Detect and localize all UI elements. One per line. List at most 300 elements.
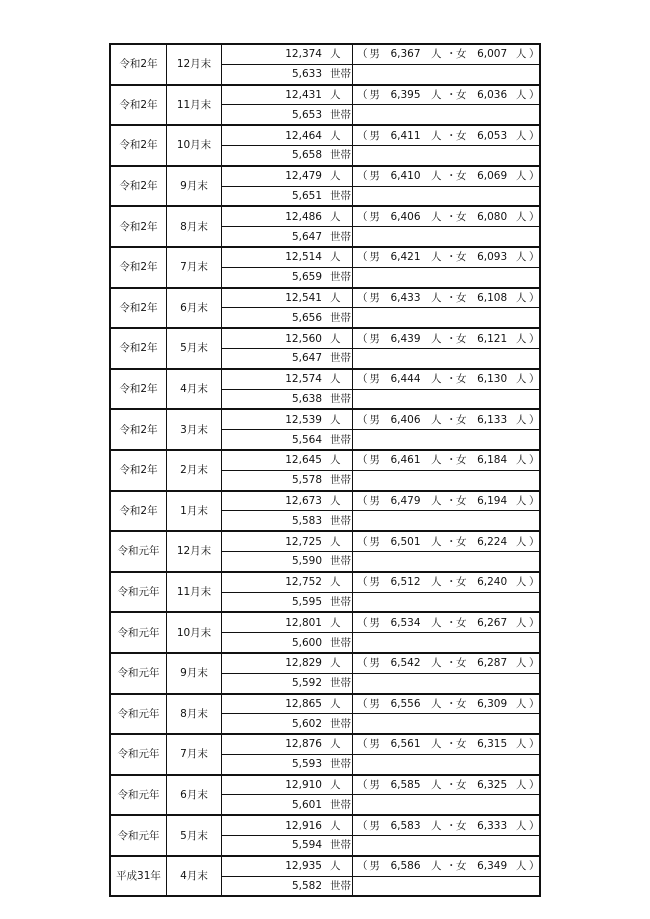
paren-open: （: [357, 576, 368, 589]
table-row-population: [110, 328, 540, 348]
separator-dot: ・: [445, 738, 457, 751]
household-unit-label: 世帯: [330, 555, 351, 568]
female-unit-label: 人: [515, 48, 527, 61]
population-total-cell: [222, 531, 353, 551]
separator-dot: ・: [445, 819, 457, 832]
population-total-value: 12,374: [285, 48, 322, 61]
gender-breakdown-cell: [353, 328, 541, 348]
empty-cell: [353, 551, 541, 571]
household-total-value: 5,651: [291, 189, 322, 202]
household-unit-label: 世帯: [330, 392, 351, 405]
separator-dot: ・: [445, 332, 457, 345]
female-count: 6,053: [477, 129, 508, 142]
female-count: 6,080: [477, 210, 508, 223]
household-unit-label: 世帯: [330, 108, 351, 121]
empty-cell: [353, 389, 541, 409]
female-label: 女: [455, 332, 467, 345]
household-total-cell: [222, 836, 353, 856]
gender-breakdown-cell: [353, 653, 541, 673]
paren-open: （: [357, 697, 368, 710]
female-count: 6,267: [477, 616, 508, 629]
household-total-cell: [222, 511, 353, 531]
male-count: 6,439: [390, 332, 421, 345]
population-total-value: 12,541: [285, 291, 322, 304]
household-unit-label: 世帯: [330, 230, 351, 243]
female-count: 6,315: [477, 738, 508, 751]
household-total-cell: [222, 754, 353, 774]
empty-cell: [353, 308, 541, 328]
female-label: 女: [455, 697, 467, 710]
male-label: 男: [369, 48, 380, 61]
male-label: 男: [369, 494, 380, 507]
population-total-value: 12,560: [285, 332, 322, 345]
female-unit-label: 人: [515, 454, 527, 467]
era-cell: 令和元年: [110, 694, 167, 735]
paren-open: （: [357, 657, 368, 670]
person-unit-label: 人: [330, 413, 341, 426]
household-unit-label: 世帯: [330, 189, 351, 202]
population-total-cell: [222, 247, 353, 267]
household-total-value: 5,578: [291, 474, 322, 487]
male-unit-label: 人: [430, 860, 442, 873]
household-total-cell: [222, 592, 353, 612]
household-total-value: 5,658: [291, 149, 322, 162]
gender-breakdown-cell: [353, 572, 541, 592]
male-unit-label: 人: [430, 494, 442, 507]
household-total-value: 5,594: [291, 839, 322, 852]
gender-breakdown-cell: [353, 815, 541, 835]
table-row-population: [110, 531, 540, 551]
era-cell: 令和2年: [110, 166, 167, 207]
person-unit-label: 人: [330, 251, 341, 264]
paren-open: （: [357, 291, 368, 304]
male-count: 6,395: [390, 88, 421, 101]
gender-breakdown-cell: [353, 856, 541, 876]
household-total-cell: [222, 714, 353, 734]
household-total-cell: [222, 876, 353, 896]
paren-open: （: [357, 494, 368, 507]
table-row-population: [110, 450, 540, 470]
male-label: 男: [369, 413, 380, 426]
gender-breakdown-cell: [353, 247, 541, 267]
gender-breakdown-cell: [353, 85, 541, 105]
person-unit-label: 人: [330, 291, 341, 304]
paren-close: ）: [529, 697, 540, 710]
separator-dot: ・: [445, 48, 457, 61]
era-cell: 令和2年: [110, 491, 167, 532]
separator-dot: ・: [445, 860, 457, 873]
table-row-population: [110, 734, 540, 754]
table-row-population: [110, 775, 540, 795]
male-unit-label: 人: [430, 291, 442, 304]
population-total-cell: [222, 85, 353, 105]
person-unit-label: 人: [330, 88, 341, 101]
paren-close: ）: [529, 413, 540, 426]
gender-breakdown-cell: [353, 531, 541, 551]
paren-open: （: [357, 779, 368, 792]
paren-close: ）: [529, 332, 540, 345]
female-label: 女: [455, 251, 467, 264]
table-row-population: [110, 572, 540, 592]
female-unit-label: 人: [515, 657, 527, 670]
population-total-value: 12,464: [285, 129, 322, 142]
female-count: 6,325: [477, 779, 508, 792]
month-cell: 7月末: [167, 247, 222, 288]
female-label: 女: [455, 616, 467, 629]
gender-breakdown-cell: [353, 166, 541, 186]
male-unit-label: 人: [430, 170, 442, 183]
empty-cell: [353, 470, 541, 490]
female-label: 女: [455, 129, 467, 142]
month-cell: 11月末: [167, 572, 222, 613]
male-label: 男: [369, 129, 380, 142]
paren-close: ）: [529, 819, 540, 832]
female-count: 6,108: [477, 291, 508, 304]
month-cell: 9月末: [167, 653, 222, 694]
household-total-value: 5,656: [291, 311, 322, 324]
male-label: 男: [369, 454, 380, 467]
male-unit-label: 人: [430, 413, 442, 426]
female-label: 女: [455, 48, 467, 61]
empty-cell: [353, 227, 541, 247]
household-total-cell: [222, 308, 353, 328]
female-label: 女: [455, 413, 467, 426]
female-label: 女: [455, 819, 467, 832]
population-total-value: 12,910: [285, 779, 322, 792]
household-total-cell: [222, 64, 353, 84]
male-unit-label: 人: [430, 779, 442, 792]
household-total-value: 5,564: [291, 433, 322, 446]
household-total-cell: [222, 551, 353, 571]
population-total-cell: [222, 328, 353, 348]
population-total-cell: [222, 409, 353, 429]
male-unit-label: 人: [430, 88, 442, 101]
paren-close: ）: [529, 454, 540, 467]
separator-dot: ・: [445, 779, 457, 792]
male-count: 6,479: [390, 494, 421, 507]
household-total-cell: [222, 186, 353, 206]
empty-cell: [353, 186, 541, 206]
household-total-value: 5,593: [291, 758, 322, 771]
female-label: 女: [455, 170, 467, 183]
male-label: 男: [369, 860, 380, 873]
person-unit-label: 人: [330, 129, 341, 142]
male-label: 男: [369, 170, 380, 183]
household-total-value: 5,600: [291, 636, 322, 649]
person-unit-label: 人: [330, 819, 341, 832]
era-cell: 令和元年: [110, 612, 167, 653]
male-unit-label: 人: [430, 616, 442, 629]
male-count: 6,583: [390, 819, 421, 832]
empty-cell: [353, 633, 541, 653]
female-unit-label: 人: [515, 616, 527, 629]
separator-dot: ・: [445, 657, 457, 670]
household-unit-label: 世帯: [330, 474, 351, 487]
paren-open: （: [357, 332, 368, 345]
female-label: 女: [455, 738, 467, 751]
household-total-value: 5,582: [291, 880, 322, 893]
month-cell: 5月末: [167, 815, 222, 856]
female-unit-label: 人: [515, 860, 527, 873]
population-total-cell: [222, 612, 353, 632]
month-cell: 6月末: [167, 775, 222, 816]
month-cell: 4月末: [167, 369, 222, 410]
population-total-cell: [222, 572, 353, 592]
paren-open: （: [357, 210, 368, 223]
era-cell: 令和元年: [110, 531, 167, 572]
household-total-value: 5,647: [291, 352, 322, 365]
male-unit-label: 人: [430, 819, 442, 832]
household-total-cell: [222, 227, 353, 247]
male-count: 6,556: [390, 697, 421, 710]
empty-cell: [353, 348, 541, 368]
month-cell: 9月末: [167, 166, 222, 207]
female-label: 女: [455, 535, 467, 548]
male-count: 6,444: [390, 373, 421, 386]
household-unit-label: 世帯: [330, 433, 351, 446]
gender-breakdown-cell: [353, 44, 541, 64]
era-cell: 令和元年: [110, 653, 167, 694]
population-total-cell: [222, 125, 353, 145]
population-total-cell: [222, 288, 353, 308]
male-label: 男: [369, 291, 380, 304]
month-cell: 8月末: [167, 206, 222, 247]
female-count: 6,349: [477, 860, 508, 873]
person-unit-label: 人: [330, 210, 341, 223]
person-unit-label: 人: [330, 494, 341, 507]
household-total-value: 5,590: [291, 555, 322, 568]
table-row-population: [110, 856, 540, 876]
female-unit-label: 人: [515, 413, 527, 426]
era-cell: 令和元年: [110, 734, 167, 775]
person-unit-label: 人: [330, 779, 341, 792]
month-cell: 10月末: [167, 125, 222, 166]
male-count: 6,585: [390, 779, 421, 792]
paren-open: （: [357, 616, 368, 629]
paren-open: （: [357, 413, 368, 426]
female-label: 女: [455, 494, 467, 507]
population-total-value: 12,935: [285, 860, 322, 873]
population-total-value: 12,479: [285, 170, 322, 183]
household-total-value: 5,602: [291, 717, 322, 730]
paren-close: ）: [529, 48, 540, 61]
gender-breakdown-cell: [353, 206, 541, 226]
month-cell: 12月末: [167, 531, 222, 572]
household-unit-label: 世帯: [330, 839, 351, 852]
separator-dot: ・: [445, 88, 457, 101]
male-count: 6,512: [390, 576, 421, 589]
separator-dot: ・: [445, 576, 457, 589]
population-total-cell: [222, 775, 353, 795]
population-total-value: 12,801: [285, 616, 322, 629]
population-total-cell: [222, 694, 353, 714]
population-total-value: 12,876: [285, 738, 322, 751]
paren-close: ）: [529, 251, 540, 264]
female-unit-label: 人: [515, 576, 527, 589]
era-cell: 令和2年: [110, 369, 167, 410]
female-unit-label: 人: [515, 88, 527, 101]
household-total-cell: [222, 430, 353, 450]
household-unit-label: 世帯: [330, 352, 351, 365]
population-total-value: 12,574: [285, 373, 322, 386]
household-total-value: 5,595: [291, 595, 322, 608]
empty-cell: [353, 673, 541, 693]
paren-close: ）: [529, 494, 540, 507]
female-unit-label: 人: [515, 697, 527, 710]
male-count: 6,501: [390, 535, 421, 548]
empty-cell: [353, 876, 541, 896]
month-cell: 7月末: [167, 734, 222, 775]
era-cell: 令和2年: [110, 85, 167, 126]
male-count: 6,534: [390, 616, 421, 629]
paren-open: （: [357, 373, 368, 386]
male-count: 6,433: [390, 291, 421, 304]
separator-dot: ・: [445, 210, 457, 223]
male-unit-label: 人: [430, 657, 442, 670]
male-label: 男: [369, 738, 380, 751]
separator-dot: ・: [445, 170, 457, 183]
male-count: 6,411: [390, 129, 421, 142]
table-row-population: [110, 166, 540, 186]
paren-close: ）: [529, 738, 540, 751]
era-cell: 令和2年: [110, 125, 167, 166]
female-count: 6,287: [477, 657, 508, 670]
population-total-cell: [222, 369, 353, 389]
population-total-cell: [222, 166, 353, 186]
person-unit-label: 人: [330, 48, 341, 61]
month-cell: 4月末: [167, 856, 222, 897]
male-label: 男: [369, 373, 380, 386]
household-unit-label: 世帯: [330, 717, 351, 730]
household-unit-label: 世帯: [330, 758, 351, 771]
population-total-cell: [222, 815, 353, 835]
male-label: 男: [369, 535, 380, 548]
separator-dot: ・: [445, 251, 457, 264]
era-cell: 令和元年: [110, 775, 167, 816]
female-unit-label: 人: [515, 170, 527, 183]
era-cell: 令和元年: [110, 815, 167, 856]
paren-close: ）: [529, 88, 540, 101]
population-total-value: 12,645: [285, 454, 322, 467]
female-label: 女: [455, 779, 467, 792]
population-total-cell: [222, 653, 353, 673]
paren-open: （: [357, 170, 368, 183]
male-count: 6,461: [390, 454, 421, 467]
table-row-population: [110, 85, 540, 105]
paren-open: （: [357, 819, 368, 832]
separator-dot: ・: [445, 494, 457, 507]
female-label: 女: [455, 210, 467, 223]
separator-dot: ・: [445, 373, 457, 386]
male-count: 6,406: [390, 413, 421, 426]
male-label: 男: [369, 332, 380, 345]
gender-breakdown-cell: [353, 491, 541, 511]
paren-open: （: [357, 251, 368, 264]
female-count: 6,184: [477, 454, 508, 467]
era-cell: 令和元年: [110, 572, 167, 613]
male-label: 男: [369, 657, 380, 670]
male-unit-label: 人: [430, 535, 442, 548]
paren-open: （: [357, 129, 368, 142]
female-count: 6,036: [477, 88, 508, 101]
person-unit-label: 人: [330, 454, 341, 467]
female-count: 6,333: [477, 819, 508, 832]
empty-cell: [353, 64, 541, 84]
paren-open: （: [357, 48, 368, 61]
household-unit-label: 世帯: [330, 271, 351, 284]
empty-cell: [353, 105, 541, 125]
era-cell: 平成31年: [110, 856, 167, 897]
separator-dot: ・: [445, 291, 457, 304]
population-total-value: 12,486: [285, 210, 322, 223]
separator-dot: ・: [445, 454, 457, 467]
household-total-cell: [222, 267, 353, 287]
household-total-cell: [222, 795, 353, 815]
male-count: 6,586: [390, 860, 421, 873]
era-cell: 令和2年: [110, 328, 167, 369]
household-total-cell: [222, 470, 353, 490]
month-cell: 8月末: [167, 694, 222, 735]
household-unit-label: 世帯: [330, 149, 351, 162]
gender-breakdown-cell: [353, 612, 541, 632]
household-total-value: 5,633: [291, 68, 322, 81]
male-label: 男: [369, 251, 380, 264]
female-unit-label: 人: [515, 373, 527, 386]
household-unit-label: 世帯: [330, 311, 351, 324]
paren-open: （: [357, 860, 368, 873]
person-unit-label: 人: [330, 576, 341, 589]
male-unit-label: 人: [430, 48, 442, 61]
era-cell: 令和2年: [110, 44, 167, 85]
household-total-value: 5,638: [291, 392, 322, 405]
male-unit-label: 人: [430, 738, 442, 751]
month-cell: 10月末: [167, 612, 222, 653]
male-count: 6,421: [390, 251, 421, 264]
male-unit-label: 人: [430, 576, 442, 589]
population-total-cell: [222, 734, 353, 754]
person-unit-label: 人: [330, 535, 341, 548]
household-total-value: 5,659: [291, 271, 322, 284]
household-unit-label: 世帯: [330, 677, 351, 690]
female-count: 6,240: [477, 576, 508, 589]
population-table: [109, 43, 541, 897]
household-total-cell: [222, 348, 353, 368]
male-count: 6,406: [390, 210, 421, 223]
month-cell: 3月末: [167, 409, 222, 450]
household-unit-label: 世帯: [330, 636, 351, 649]
paren-close: ）: [529, 373, 540, 386]
female-unit-label: 人: [515, 129, 527, 142]
female-count: 6,069: [477, 170, 508, 183]
gender-breakdown-cell: [353, 369, 541, 389]
male-unit-label: 人: [430, 210, 442, 223]
gender-breakdown-cell: [353, 694, 541, 714]
female-count: 6,309: [477, 697, 508, 710]
household-total-cell: [222, 105, 353, 125]
household-unit-label: 世帯: [330, 514, 351, 527]
empty-cell: [353, 511, 541, 531]
gender-breakdown-cell: [353, 288, 541, 308]
female-unit-label: 人: [515, 494, 527, 507]
paren-open: （: [357, 738, 368, 751]
population-total-cell: [222, 491, 353, 511]
household-unit-label: 世帯: [330, 798, 351, 811]
household-total-cell: [222, 389, 353, 409]
table-row-population: [110, 491, 540, 511]
household-unit-label: 世帯: [330, 880, 351, 893]
female-unit-label: 人: [515, 251, 527, 264]
empty-cell: [353, 836, 541, 856]
